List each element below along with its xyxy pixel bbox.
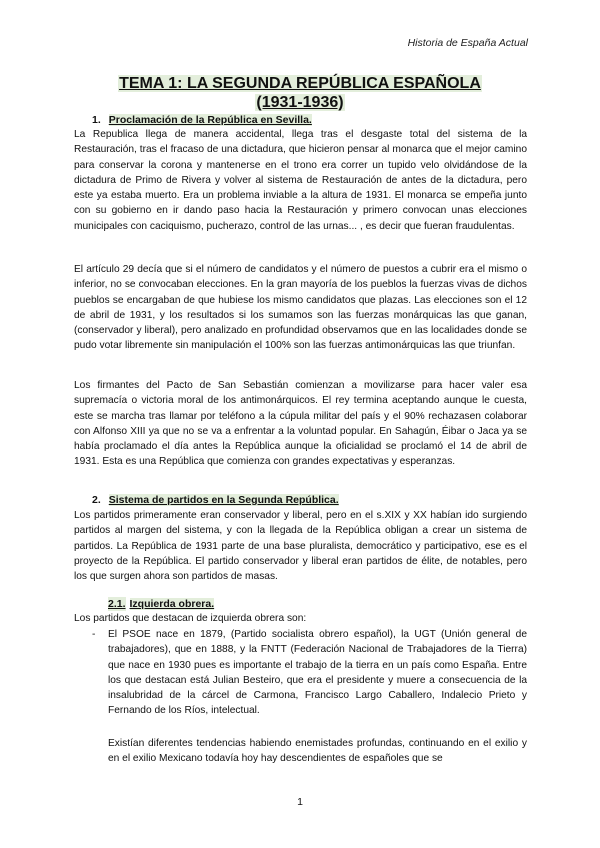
list-item-text: Existían diferentes tendencias habiendo enemistades profundas, continuando en el exilio y en el exilio Mexicano todavía hoy hay descendientes de españoles que se bbox=[108, 738, 527, 765]
paragraph: Los partidos que destacan de izquierda obrera son: bbox=[74, 613, 307, 624]
section-1-title: Proclamación de la República en Sevilla. bbox=[108, 114, 312, 126]
subsection-title: Izquierda obrera. bbox=[129, 598, 215, 610]
subsection-heading bbox=[108, 597, 214, 611]
page-title bbox=[0, 74, 600, 93]
section-1-number: 1. bbox=[92, 114, 101, 126]
page-number: 1 bbox=[297, 796, 303, 808]
list-item bbox=[108, 627, 527, 719]
paragraph: Los firmantes del Pacto de San Sebastián comienzan a movilizarse para hacer valer esa supremacía o victoria moral de los antimonárquicos. El rey termina aceptando aunque le cuesta, este se marcha tras llamar por teléfono a la cúpula militar del país y el 90% rechazasen colaborar con Alfonso XIII ya que no se va a enfrentar a la voluntad popular. En Sahagún, Éibar o Jaca ya se había proclamado el día antes la República aunque la oficialidad se proclamó el 14 de abril de 1931. Esta es una República que comienza con grandes expectativas y esperanzas. bbox=[74, 380, 527, 468]
section-2-heading bbox=[92, 493, 339, 507]
paragraph: El artículo 29 decía que si el número de candidatos y el número de puestos a cubrir era el mismo o inferior, no se convocaban elecciones. En la gran mayoría de los pueblos la fuerzas vivas de dichos pueblos se encargaban de que hubiese los mismo candidatos que plazas. Las elecciones son el 12 de abril de 1931, y los resultados si los sumamos son las fuerzas monárquicas las que ganan, (conservador y liberal), pero analizado en profundidad observamos que en las localidades donde se pudo votar libremente sin manipulación el 100% son las fuerzas antimonárquicas las que triunfan. bbox=[74, 264, 527, 352]
section-1-heading bbox=[92, 113, 312, 127]
list-item-text: El PSOE nace en 1879, (Partido socialista obrero español), la UGT (Unión general de trabajadores), que en 1888, y la FNTT (Federación Nacional de Trabajadores de la Tierra) que nace en 1930 pues es importante el trabajo de la tierra en un país como España. Entre los que destacan está Julian Besteiro, que era el presidente y muere a consecuencia de la insalubridad de la cárcel de Carmona, Francisco Largo Caballero, Indalecio Prieto y Fernando de los Ríos, intelectual. bbox=[108, 629, 527, 717]
page-title-years bbox=[0, 93, 600, 112]
title-line-2: (1931-1936) bbox=[256, 94, 344, 111]
bullet-marker: - bbox=[92, 629, 96, 640]
paragraph: Los partidos primeramente eran conservador y liberal, pero en el s.XIX y XX habían ido surgiendo partidos al margen del sistema, y con la llegada de la República obligan a crear un sistema de partidos. La República de 1931 parte de una base pluralista, democrático y participativo, ese es el proyecto de la República. El partido conservador y liberal eran partidos de élite, de notables, pero los que surgen ahora son partidos de masas. bbox=[74, 510, 527, 583]
running-header: Historia de España Actual bbox=[407, 37, 528, 49]
list-item-continuation bbox=[108, 736, 527, 767]
title-line-1: TEMA 1: LA SEGUNDA REPÚBLICA ESPAÑOLA bbox=[119, 75, 481, 92]
section-2-title: Sistema de partidos en la Segunda República. bbox=[108, 494, 339, 506]
paragraph: La Republica llega de manera accidental, llega tras el desgaste total del sistema de la Restauración, tras el fracaso de una dictadura, que hicieron pensar al monarca que el mejor camino para conservar la corona y mantenerse en el trono era correr un tupido velo olvidándose de la dictadura de Primo de Rivera y volver al sistema de Restauración de antes de la dictadura, pero este ya estaba muerto. Era un problema inviable a la altura de 1931. El monarca se empeña junto con su gobierno en ir dando paso hacia la Restauración y primero convocan unas elecciones municipales con caciquismo, pucherazo, control de las urnas... , es decir que fueran fraudulentas. bbox=[74, 129, 527, 232]
section-2-number: 2. bbox=[92, 494, 101, 506]
subsection-number: 2.1. bbox=[108, 598, 126, 610]
